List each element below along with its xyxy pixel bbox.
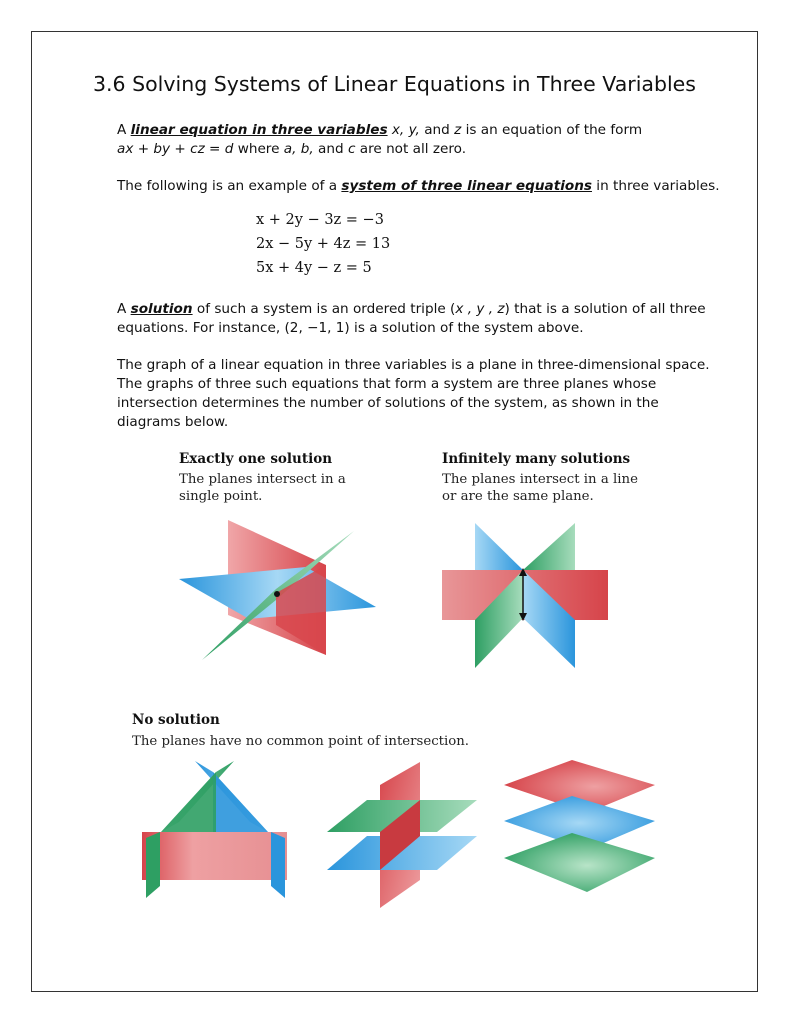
graph-line-4: diagrams below.: [117, 414, 229, 430]
caption-one-solution-title: Exactly one solution: [179, 451, 333, 467]
diagram-no-solution-3: [502, 758, 657, 898]
red-plane: [142, 832, 287, 880]
graph-line-1: The graph of a linear equation in three variables is a plane in three-dimensional space.: [117, 357, 710, 373]
text: The following is an example of a: [117, 178, 342, 194]
term-system: system of three linear equations: [341, 178, 592, 194]
equation-3: 5x + 4y − z = 5: [256, 260, 372, 276]
text: ) that is a solution of all three: [504, 301, 706, 317]
caption-infinite-title: Infinitely many solutions: [442, 451, 631, 467]
caption-one-solution-line-2: single point.: [179, 489, 263, 504]
text: is an equation of the form: [461, 122, 643, 138]
blue-front: [213, 772, 268, 832]
green-side: [146, 832, 160, 898]
green-plane: [504, 833, 655, 892]
intersection-point: [274, 591, 280, 597]
diagram-infinite-solutions: [440, 518, 610, 670]
text: and: [419, 122, 455, 138]
vars-xy: x, y,: [387, 122, 420, 138]
term-solution: solution: [130, 301, 193, 317]
caption-one-solution-line-1: The planes intersect in a: [179, 472, 346, 487]
diagram-one-solution: [176, 515, 381, 675]
graph-line-2: The graphs of three such equations that form a system are three planes whose: [117, 376, 657, 392]
definition-line-2: [117, 140, 466, 159]
caption-infinite-line-1: The planes intersect in a line: [442, 472, 638, 487]
diagram-no-solution-1: [138, 758, 293, 900]
definition-line-1: [117, 121, 642, 140]
text: A: [117, 122, 131, 138]
page-title: 3.6 Solving Systems of Linear Equations in Three Variables: [93, 72, 696, 96]
text: A: [117, 301, 131, 317]
text: of such a system is an ordered triple (: [192, 301, 456, 317]
caption-no-solution-title: No solution: [132, 712, 220, 728]
solution-line-1: [117, 300, 706, 319]
green-front: [161, 772, 216, 832]
var-c: c: [347, 141, 356, 157]
caption-no-solution-line-1: The planes have no common point of intersection.: [132, 734, 470, 749]
blue-side: [271, 832, 285, 898]
equation-form: ax + by + cz = d: [117, 141, 234, 157]
solution-line-2: equations. For instance, (2, −1, 1) is a solution of the system above.: [117, 320, 584, 336]
var-z: z: [454, 122, 462, 138]
text: where: [233, 141, 284, 157]
graph-line-3: intersection determines the number of solutions of the system, as shown in the: [117, 395, 659, 411]
caption-infinite-line-2: or are the same plane.: [442, 489, 594, 504]
text: and: [313, 141, 348, 157]
diagram-no-solution-2: [325, 760, 480, 912]
example-intro: [117, 177, 720, 196]
text: in three variables.: [591, 178, 720, 194]
vars-abc: a, b,: [283, 141, 314, 157]
ordered-triple: x , y , z: [455, 301, 505, 317]
term-linear-equation: linear equation in three variables: [130, 122, 388, 138]
equation-1: x + 2y − 3z = −3: [256, 212, 384, 228]
text: are not all zero.: [355, 141, 467, 157]
equation-2: 2x − 5y + 4z = 13: [256, 236, 391, 252]
